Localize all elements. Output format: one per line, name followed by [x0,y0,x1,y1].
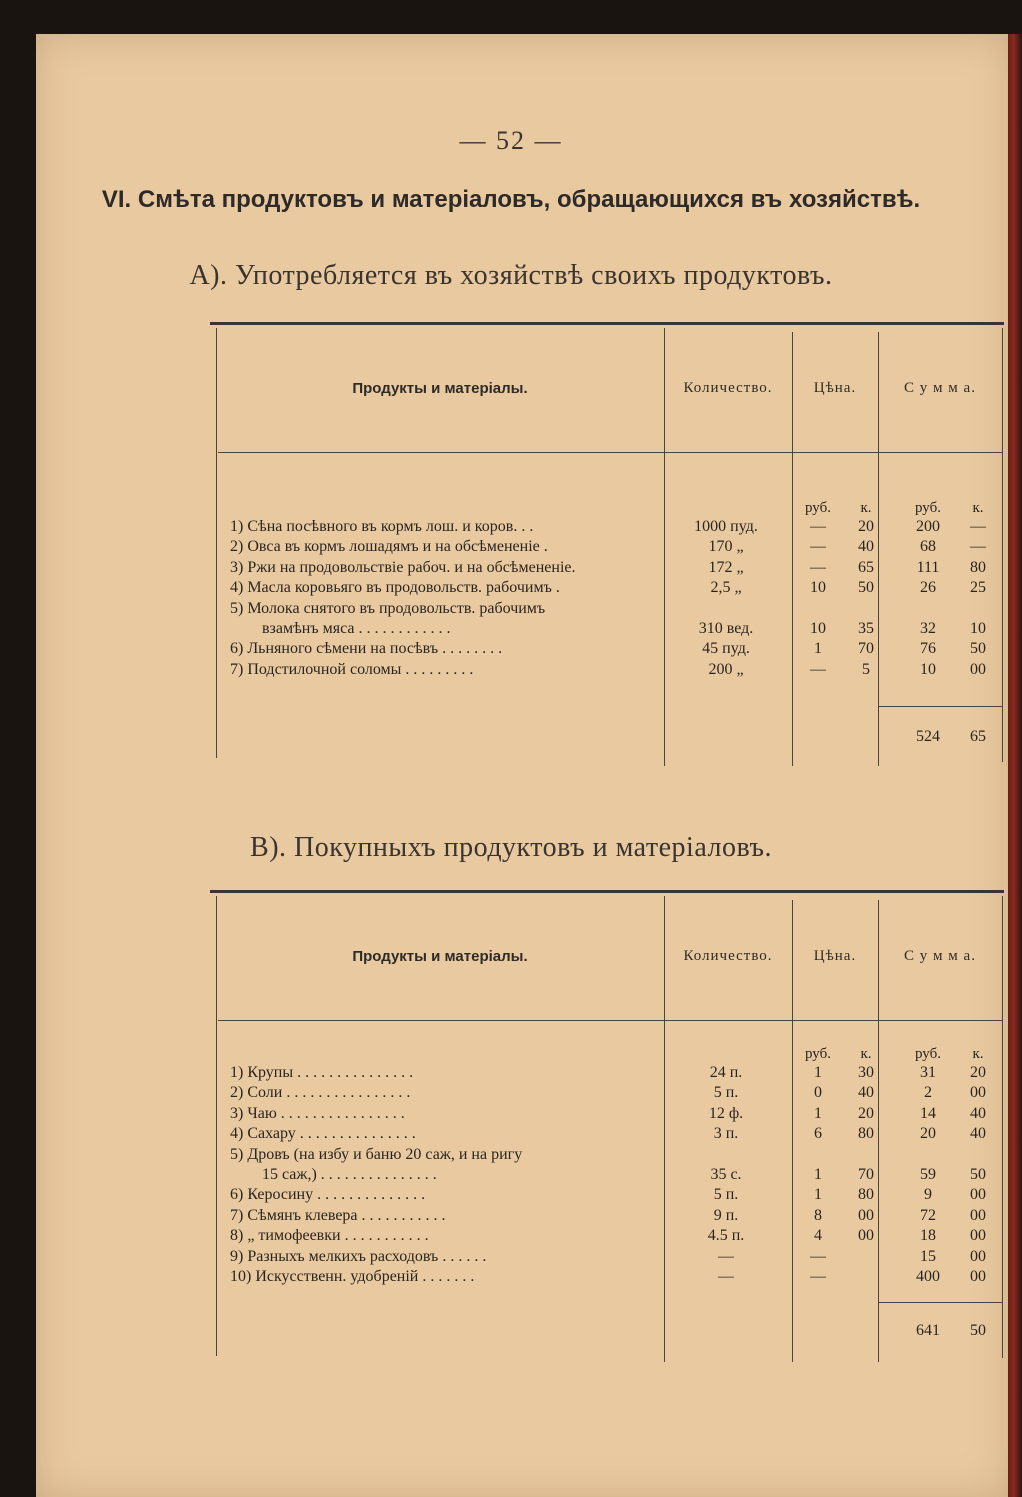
row-sum-kop: 00 [970,660,986,678]
page-number: — 52 — [459,126,563,155]
row-quantity: 45 пуд. [702,640,750,658]
book-edge [1008,34,1022,1497]
row-price-kop: 40 [858,1084,874,1102]
row-price-rub: — [810,1268,826,1285]
row-name: 15 саж,) . . . . . . . . . . . . . . . [262,1166,437,1183]
row-quantity: — [718,1268,734,1285]
row-price-rub: — [810,558,826,576]
row-price-rub: 1 [814,1104,822,1122]
table-row [210,620,1004,640]
table-row [210,661,1004,681]
row-quantity: 1000 пуд. [694,518,758,535]
row-sum-rub: 72 [920,1206,936,1224]
row-name: 5) Дровъ (на избу и баню 20 саж, и на ригу [230,1145,523,1163]
header-divider [218,1020,1002,1021]
row-name: 1) Сѣна посѣвного въ кормъ лош. и коров. . . [230,518,534,535]
row-quantity: 2,5 „ [710,579,742,597]
header-product: Продукты и матеріалы. [352,948,528,965]
row-sum-rub: 20 [920,1125,936,1143]
row-quantity: 12 ф. [708,1104,744,1122]
row-price-kop: 5 [862,660,870,678]
table-row [210,1084,1004,1104]
row-price-kop: 80 [858,1125,874,1143]
table-row [210,640,1004,660]
row-sum-rub: 18 [920,1227,936,1245]
row-price-rub: 6 [814,1125,822,1143]
row-price-rub: — [810,660,826,678]
row-sum-kop: 00 [970,1227,986,1245]
row-name: 2) Овса въ кормъ лошадямъ и на обсѣмененіе . [230,538,548,556]
row-name: 6) Керосину . . . . . . . . . . . . . . [230,1186,426,1204]
total-row [210,728,1004,748]
header-sum: С у м м а. [904,380,976,396]
row-sum-rub: 10 [920,660,936,678]
table-row [210,600,1004,620]
units-row [210,1046,1004,1066]
row-sum-kop: 80 [970,558,986,576]
row-price-kop: 40 [858,538,874,556]
header-sum: С у м м а. [904,948,976,964]
row-sum-kop: — [970,518,986,535]
row-sum-rub: 400 [916,1268,940,1285]
row-sum-kop: 00 [970,1206,986,1224]
unit-rub: руб. [805,1046,831,1062]
row-sum-rub: 9 [924,1186,932,1204]
row-sum-kop: 25 [970,579,986,597]
row-sum-rub: 68 [920,538,936,556]
row-sum-rub: 2 [924,1084,932,1102]
row-quantity: 4.5 п. [707,1227,745,1245]
table-row [210,1105,1004,1125]
section-b-title: B). Покупныхъ продуктовъ и матеріаловъ. [250,832,772,863]
row-name: 1) Крупы . . . . . . . . . . . . . . . [230,1064,414,1081]
units-row [210,500,1004,520]
row-quantity: 310 вед. [698,620,754,637]
row-price-rub: 1 [814,1186,822,1204]
table-row [210,1064,1004,1084]
section-a-title: A). Употребляется въ хозяйствѣ своихъ продуктовъ. [189,260,833,291]
header-divider [218,452,1002,453]
row-price-rub: 10 [810,620,826,637]
header-quantity: Количество. [683,380,773,396]
row-sum-kop: 50 [970,1166,986,1183]
row-sum-rub: 200 [916,518,940,535]
row-quantity: 172 „ [708,558,744,576]
row-sum-kop: — [970,538,986,556]
row-price-rub: — [810,538,826,556]
row-sum-kop: 00 [970,1084,986,1102]
row-price-kop: 30 [858,1064,874,1081]
table-top-rule [210,890,1004,893]
row-price-rub: — [810,518,826,535]
row-name: 4) Сахару . . . . . . . . . . . . . . . [230,1125,416,1143]
row-sum-rub: 26 [920,579,936,597]
row-price-rub: 4 [814,1227,822,1245]
unit-rub: руб. [915,500,941,516]
row-quantity: 3 п. [713,1125,739,1143]
row-quantity: — [718,1247,734,1265]
row-price-kop: 70 [858,1166,874,1183]
row-quantity: 5 п. [713,1186,739,1204]
unit-kop: к. [972,1046,984,1062]
row-quantity: 200 „ [708,660,744,678]
row-sum-rub: 59 [920,1166,936,1183]
table-row [210,1125,1004,1145]
row-quantity: 9 п. [713,1206,739,1224]
table-row [210,538,1004,558]
table-row [210,579,1004,599]
row-name: 4) Масла коровьяго въ продовольств. рабочимъ . [230,579,560,597]
header-price: Цѣна. [813,948,857,964]
row-price-kop: 20 [858,518,874,535]
row-price-kop: 65 [858,558,874,576]
page-heading: VI. Смѣта продуктовъ и матеріаловъ, обращающихся въ хозяйствѣ. [101,186,921,213]
row-price-kop: 20 [858,1104,874,1122]
row-price-kop: 50 [858,579,874,597]
row-price-rub: 8 [814,1206,822,1224]
row-name: 3) Чаю . . . . . . . . . . . . . . . . [230,1104,405,1122]
row-sum-rub: 76 [920,640,936,658]
row-name: 7) Подстилочной соломы . . . . . . . . . [230,660,474,678]
row-sum-rub: 111 [916,558,940,576]
row-quantity: 5 п. [713,1084,739,1102]
row-quantity: 170 „ [708,538,744,556]
row-name: 8) „ тимофеевки . . . . . . . . . . . [230,1227,429,1245]
row-sum-rub: 32 [920,620,936,637]
row-name: 10) Искусственн. удобреній . . . . . . . [230,1268,475,1285]
header-product: Продукты и матеріалы. [352,380,528,397]
row-price-rub: 10 [810,579,826,597]
row-price-kop: 80 [858,1186,874,1204]
row-price-rub: 1 [814,640,822,658]
row-price-rub: 1 [814,1166,822,1183]
row-sum-kop: 00 [970,1268,986,1285]
table-row [210,559,1004,579]
total-divider [878,1302,1002,1303]
total-rub: 524 [916,728,940,745]
table-purchased-products [210,890,1004,1360]
total-divider [878,706,1002,707]
row-quantity: 35 с. [710,1166,742,1183]
row-price-kop: 00 [858,1227,874,1245]
table-row [210,1207,1004,1227]
row-name: взамѣнъ мяса . . . . . . . . . . . . [262,620,451,637]
row-price-kop: 35 [858,620,874,637]
row-sum-rub: 15 [920,1247,936,1265]
row-sum-rub: 31 [920,1064,936,1081]
table-row [210,1146,1004,1166]
row-sum-rub: 14 [920,1104,936,1122]
row-quantity: 24 п. [709,1064,743,1081]
table-top-rule [210,322,1004,325]
row-price-rub: 1 [814,1064,822,1081]
table-row [210,518,1004,538]
row-name: 9) Разныхъ мелкихъ расходовъ . . . . . . [230,1247,487,1265]
row-price-rub: — [810,1247,826,1265]
row-sum-kop: 00 [970,1247,986,1265]
unit-kop: к. [860,500,872,516]
row-sum-kop: 40 [970,1104,986,1122]
row-sum-kop: 00 [970,1186,986,1204]
row-name: 6) Льняного сѣмени на посѣвъ . . . . . . . . [230,640,503,658]
total-row [210,1322,1004,1342]
total-kop: 50 [970,1322,986,1339]
row-name: 5) Молока снятого въ продовольств. рабочимъ [230,599,546,617]
header-price: Цѣна. [813,380,857,396]
unit-kop: к. [860,1046,872,1062]
total-kop: 65 [970,728,986,745]
table-row [210,1227,1004,1247]
row-price-kop: 00 [858,1206,874,1224]
row-price-rub: 0 [814,1084,822,1102]
unit-rub: руб. [805,500,831,516]
total-rub: 641 [916,1322,940,1339]
unit-rub: руб. [915,1046,941,1062]
row-price-kop: 70 [858,640,874,658]
unit-kop: к. [972,500,984,516]
table-own-products [210,322,1004,768]
row-name: 3) Ржи на продовольствіе рабоч. и на обсѣмененіе. [230,558,576,576]
row-sum-kop: 50 [970,640,986,658]
table-row [210,1186,1004,1206]
table-row [210,1268,1004,1288]
row-sum-kop: 20 [970,1064,986,1081]
header-quantity: Количество. [683,948,773,964]
row-sum-kop: 10 [970,620,986,637]
table-row [210,1248,1004,1268]
row-sum-kop: 40 [970,1125,986,1143]
row-name: 7) Сѣмянъ клевера . . . . . . . . . . . [230,1206,446,1224]
table-row [210,1166,1004,1186]
row-name: 2) Соли . . . . . . . . . . . . . . . . [230,1084,411,1102]
